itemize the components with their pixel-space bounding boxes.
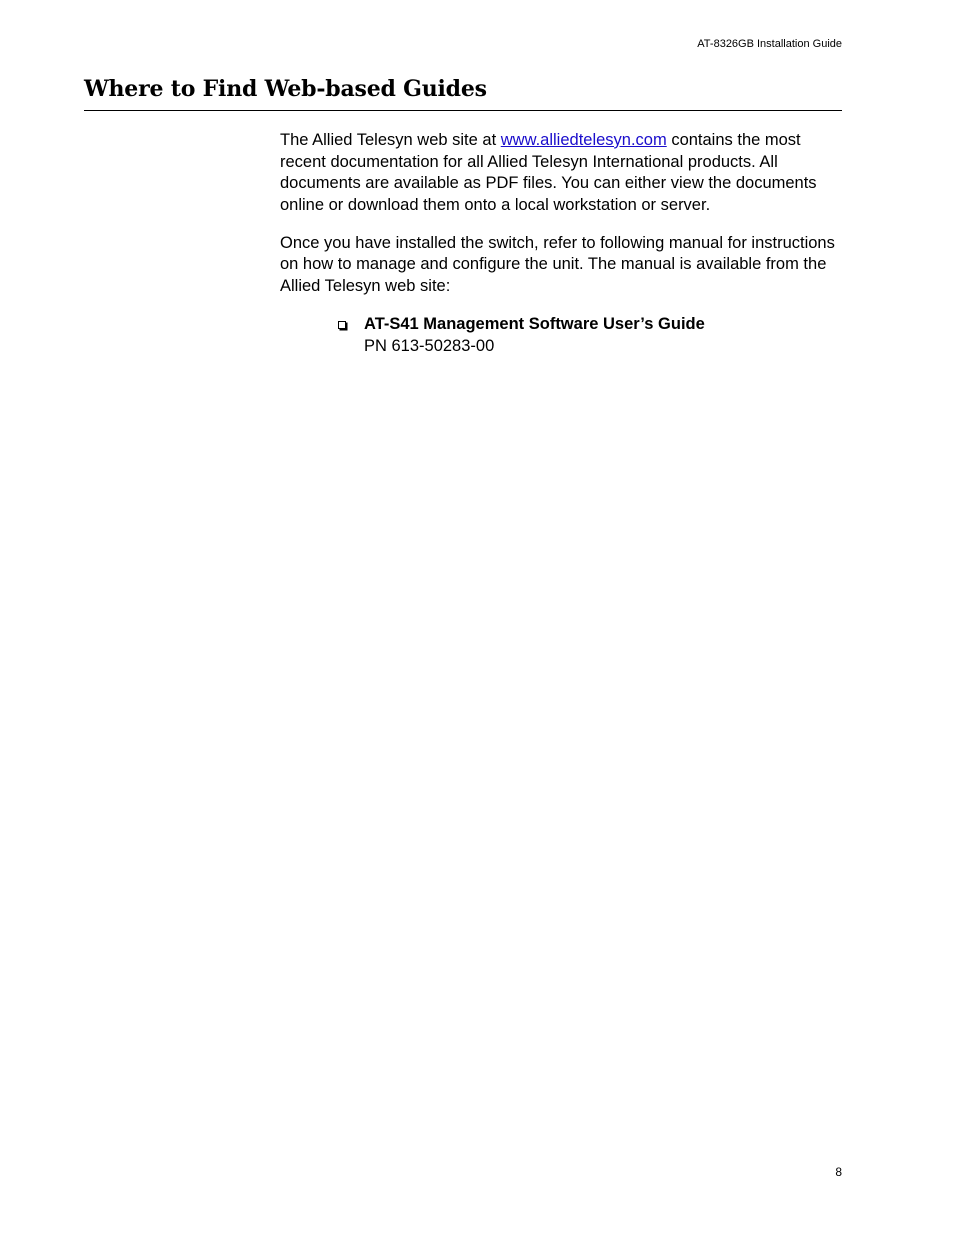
manual-part-number: PN 613-50283-00 xyxy=(364,336,495,355)
paragraph-manual-intro: Once you have installed the switch, refer to following manual for instructions on how to manage and configure the unit. The manual is available from the Allied Telesyn web site: xyxy=(280,233,835,296)
alliedtelesyn-link[interactable]: www.alliedtelesyn.com xyxy=(500,131,667,149)
manual-title: AT-S41 Management Software User’s Guide xyxy=(364,315,705,334)
paragraph-web-site-after-link: contains the most recent documentation for all Allied Telesyn International products. All documents are available as PDF files. You can either view the documents online or download them onto a local workstation or server. xyxy=(280,131,817,214)
section-title: Where to Find Web-based Guides xyxy=(84,76,487,102)
checkbox-bullet-icon xyxy=(338,321,346,329)
manual-list-item xyxy=(364,314,846,357)
body-column xyxy=(280,130,846,357)
title-rule xyxy=(84,110,842,111)
running-header: AT-8326GB Installation Guide xyxy=(697,38,842,50)
paragraph-web-site xyxy=(280,130,846,216)
page-number: 8 xyxy=(835,1165,842,1179)
paragraph-web-site-before-link: The Allied Telesyn web site at xyxy=(280,131,501,149)
